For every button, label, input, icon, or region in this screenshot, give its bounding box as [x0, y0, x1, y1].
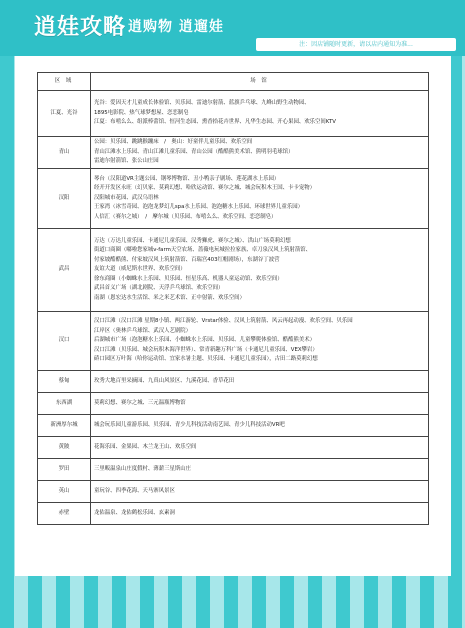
- table-row: [38, 481, 429, 503]
- venue-line: 硚口园区万叶海（哈你运动馆、宜家水暑主题、贝乐园、卡通尼儿童乐园），古田二路莫莉幻想: [94, 356, 318, 363]
- venue-line: 武昌首义广场（湖北剧院、天浮乒乓球馆、欢乐空间）: [94, 285, 224, 292]
- area-cell: 江夏、光谷: [38, 91, 91, 137]
- table-row: [38, 503, 429, 525]
- table-row: [38, 229, 429, 312]
- venue-line: 徐东商圈（小蜘蛛水上乐园、贝乐园、恒星乐高、机器人童运动馆、欢乐空间）: [94, 275, 283, 282]
- venue-cell: [91, 137, 429, 169]
- page-subtitle: 逍购物 逍遛娃: [128, 19, 224, 35]
- venue-line: 青山江滩水上乐园、青山江滩儿童乐园、青山公园（酷酷熊美术馆、熊明羽毛球馆）: [94, 148, 294, 155]
- venue-line: 玫秀大地百里采摘园、九真山风景区、九溪花园、香草花田: [94, 377, 235, 384]
- venue-cell: [91, 393, 429, 415]
- venue-line: 人信汇（赛尔之城） / 摩尔城（贝乐园、布嘻么么、欢乐空间、恋恋制皂）: [94, 213, 277, 220]
- table-row: [38, 393, 429, 415]
- venue-line: 付家坡酷酷熊、付家坡汉风上筑射箭馆、百瑞宫403红帽剧场），东湖谷丁波营: [94, 256, 280, 263]
- venue-cell: [91, 481, 429, 503]
- area-cell: 罗田: [38, 459, 91, 481]
- page-title: 逍娃攻略: [34, 14, 127, 40]
- area-cell: 东西湖: [38, 393, 91, 415]
- venue-line: 莫莉幻想、赛尔之城、三元温瓶博物馆: [94, 399, 186, 406]
- page-header: [0, 0, 465, 56]
- venue-cell: [91, 312, 429, 371]
- area-cell: 英山: [38, 481, 91, 503]
- area-cell: 黄陂: [38, 437, 91, 459]
- venue-line: 汉口江滩（汉口江滩 星期8小镇、两江游轮、Vrstar体验、汉风上筑射箭、风云再起动漫、欢乐空间、贝乐园: [94, 318, 353, 325]
- table-row: [38, 437, 429, 459]
- venue-cell: [91, 437, 429, 459]
- area-cell: 武昌: [38, 229, 91, 312]
- table-row: [38, 371, 429, 393]
- venue-line: 汉阳城市花园、武汉乌语林: [94, 194, 159, 201]
- venue-cell: [91, 415, 429, 437]
- document-sheet: [15, 56, 451, 576]
- venue-line: 1895电影院、热气球梦想屋、恋恋制皂: [94, 109, 189, 116]
- table-row: [38, 415, 429, 437]
- venue-cell: [91, 229, 429, 312]
- venue-cell: [91, 169, 429, 229]
- area-cell: 汉口: [38, 312, 91, 371]
- venue-line: 雷迪尔射箭馆、张公山庄园: [94, 158, 159, 165]
- venue-line: 光谷：爱因天才儿童成长体验馆、贝乐园、雷迪尔射箭、蓝旗乒乓球、九峰山野生动物园、: [94, 100, 310, 107]
- venue-line: 童玩谷、四季花海、天马寨风景区: [94, 487, 175, 494]
- header-venue: 场 馆: [91, 73, 429, 91]
- area-cell: 赤壁: [38, 503, 91, 525]
- header-area: 区 域: [38, 73, 91, 91]
- venue-line: 琴台（汉阳道VR主题公园、钢琴博物馆、丑小鸭亲子剧场、莲花湖水上乐园）: [94, 175, 280, 182]
- table-row: [38, 312, 429, 371]
- area-cell: 汉阳: [38, 169, 91, 229]
- area-cell: 青山: [38, 137, 91, 169]
- area-cell: 蔡甸: [38, 371, 91, 393]
- table-body: [38, 91, 429, 525]
- header-note: 注：因店铺随时更新，请以店内通知为准...: [256, 38, 456, 51]
- venue-line: 南湖（恩宏达水生活馆、米之米艺术馆、正中射箭、欢乐空间）: [94, 294, 245, 301]
- venue-line: 公园：贝乐园、跳跳猴蹦床 / 奥山：好童伴儿童乐园、欢乐空间: [94, 139, 253, 146]
- venue-line: 街道口商圈（嘟啦您家城v-farm天空农场、蔷薇电玩城拉拉家族、卓刀泉汉风上筑射箭馆、: [94, 247, 312, 254]
- venue-table: [37, 72, 429, 525]
- venue-line: 万达（万达儿童乐园、卡通尼儿童乐园、汉秀狮虎、赛尔之城）、洪山广场莫莉幻想: [94, 238, 291, 245]
- table-row: [38, 91, 429, 137]
- table-row: [38, 137, 429, 169]
- venue-line: 经开开发区永旺（幻贝家、莫莉幻想、哈欣运动馆、赛尔之城、城会玩积木王国、卡卡宠物）: [94, 185, 316, 192]
- venue-cell: [91, 91, 429, 137]
- venue-line: 江夏：布嘻么么、组派棒蕾馆、恒河生态园、熏香拾花卉世界、凡华生态园、开心果园、欢乐空间KTV: [94, 119, 336, 126]
- area-cell: 新洲厚尔城: [38, 415, 91, 437]
- venue-line: 三里畈温泉山庄度假村、薄薪三星斯山庄: [94, 465, 192, 472]
- venue-cell: [91, 371, 429, 393]
- venue-line: 友谊大道（威尼斯水世界、欢乐空间）: [94, 266, 186, 273]
- venue-line: 江岸区（奥林乒乓球馆、武汉人艺剧院）: [94, 327, 192, 334]
- table-row: [38, 459, 429, 481]
- venue-cell: [91, 459, 429, 481]
- venue-cell: [91, 503, 429, 525]
- table-row: [38, 169, 429, 229]
- venue-line: 城会玩乐园儿童游乐园、贝乐园、青少儿科技活动南艺园、青少儿科技活动VR吧: [94, 421, 285, 428]
- venue-line: 龙佑温泉、龙佑鹤松乐园、玄素洞: [94, 509, 175, 516]
- venue-line: 花海乐园、金果园、木兰龙王山、欢乐空间: [94, 443, 197, 450]
- venue-line: 汉口江滩（贝乐园、城会玩积木海洋世界）、常青新趣万科广场（卡通尼儿童乐园、VEX攀岩）: [94, 346, 318, 353]
- venue-line: 王家湾（冰雪奇园、泡泡龙梦幻儿spa水上乐园、泡泡糖水上乐园、环球世界儿童乐园）: [94, 204, 303, 211]
- table-header-row: [38, 73, 429, 91]
- venue-line: 后湖城市广场（泡泡糖水上乐园、小蜘蛛水上乐园、贝乐园、儿童攀爬体验馆、酷酷熊美术）: [94, 337, 316, 344]
